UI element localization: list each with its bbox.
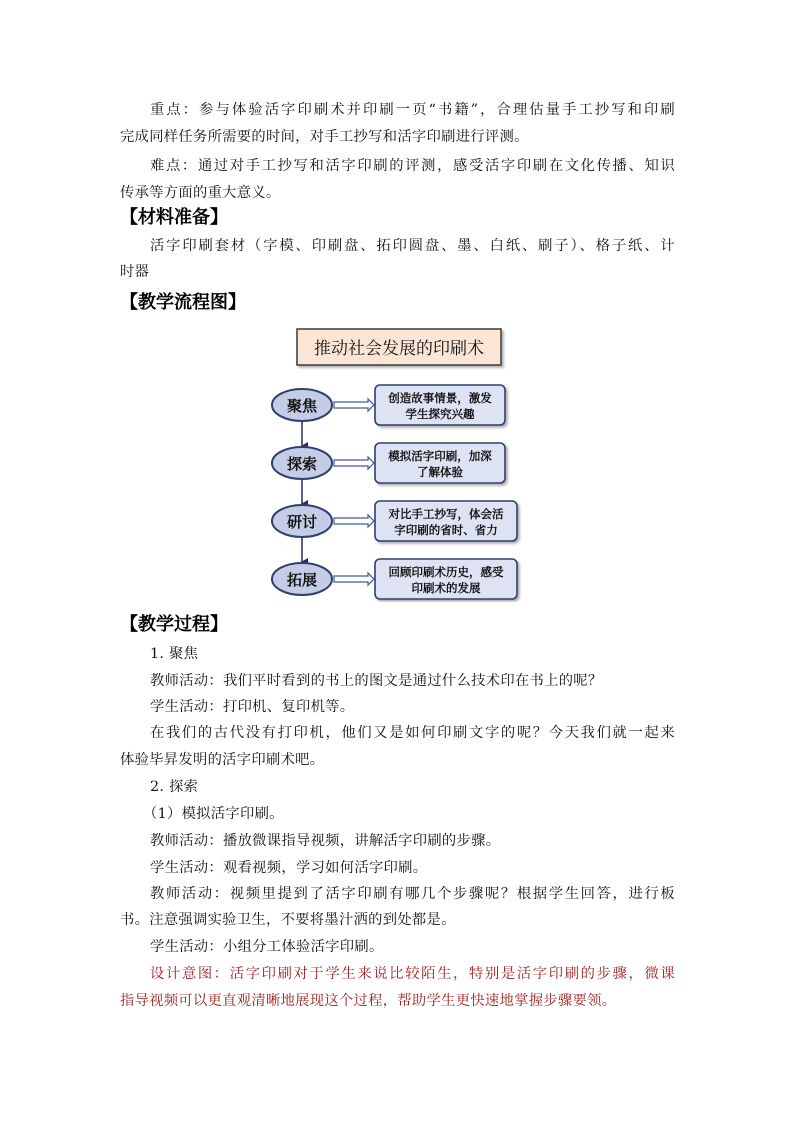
flow-step-description-line-2: 了解体验: [417, 465, 463, 479]
difficulty-line-2: 传承等方面的重大意义。: [120, 185, 281, 201]
flow-step-description-line-2: 字印刷的省时、省力: [394, 523, 498, 537]
key-points-line-1: 重点：参与体验活字印刷术并印刷一页“书籍”，合理估量手工抄写和印刷: [150, 102, 675, 118]
flow-step-label: 聚焦: [286, 397, 318, 415]
design-intent-line-1: 设计意图：活字印刷对于学生来说比较陌生，特别是活字印刷的步骤，微课: [150, 966, 675, 982]
flow-link-arrow: [334, 515, 374, 527]
flow-step-description-line-1: 创造故事情景，激发: [388, 391, 492, 405]
materials-line-2: 时器: [120, 264, 150, 280]
flowchart-heading: 【教学流程图】: [120, 292, 246, 313]
flow-step-label: 研讨: [286, 513, 318, 531]
section-1-teacher: 教师活动：我们平时看到的书上的图文是通过什么技术印在书上的呢？: [150, 673, 603, 689]
flow-step-description-line-2: 学生探究兴趣: [405, 407, 475, 421]
section-2-student-1: 学生活动：观看视频，学习如何活字印刷。: [150, 860, 428, 876]
flow-step-description-line-1: 对比手工抄写，体会活: [388, 507, 504, 521]
flow-link-arrow: [334, 457, 374, 469]
section-1-para-line-1: 在我们的古代没有打印机，他们又是如何印刷文字的呢？今天我们就一起来: [150, 725, 675, 741]
design-intent-line-2: 指导视频可以更直观清晰地展现这个过程，帮助学生更快速地掌握步骤要领。: [120, 993, 617, 1009]
flow-step-description-line-1: 模拟活字印刷，加深: [388, 449, 492, 463]
materials-line-1: 活字印刷套材（字模、印刷盘、拓印圆盘、墨、白纸、刷子）、格子纸、计: [150, 238, 675, 254]
key-points-line-2: 完成同样任务所需要的时间，对手工抄写和活字印刷进行评测。: [120, 129, 529, 145]
process-heading: 【教学过程】: [120, 614, 228, 635]
section-2-teacher-2-line-2: 书。注意强调实验卫生，不要将墨汁洒的到处都是。: [120, 912, 456, 928]
section-1-student: 学生活动：打印机、复印机等。: [150, 699, 355, 715]
flow-step-label: 拓展: [286, 571, 318, 589]
section-2-teacher-2-line-1: 教师活动：视频里提到了活字印刷有哪几个步骤呢？根据学生回答，进行板: [150, 886, 675, 902]
difficulty-line-1: 难点：通过对手工抄写和活字印刷的评测，感受活字印刷在文化传播、知识: [150, 158, 675, 174]
flow-step-label: 探索: [286, 455, 318, 473]
section-2-student-2: 学生活动：小组分工体验活字印刷。: [150, 939, 384, 955]
teaching-flowchart: [262, 322, 532, 602]
section-2-teacher-1: 教师活动：播放微课指导视频，讲解活字印刷的步骤。: [150, 833, 501, 849]
flow-step-description-line-1: 回顾印刷术历史，感受: [388, 565, 504, 579]
flow-link-arrow: [334, 573, 374, 585]
section-1-para-line-2: 体验毕昇发明的活字印刷术吧。: [120, 752, 325, 768]
section-2-title: 2. 探索: [150, 779, 199, 795]
flowchart-title: 推动社会发展的印刷术: [314, 339, 484, 359]
flow-step-description-line-2: 印刷术的发展: [411, 581, 481, 595]
materials-heading: 【材料准备】: [120, 207, 228, 228]
section-1-title: 1. 聚焦: [150, 646, 199, 662]
section-2-subtitle: （1）模拟活字印刷。: [143, 806, 284, 822]
flow-link-arrow: [334, 399, 374, 411]
